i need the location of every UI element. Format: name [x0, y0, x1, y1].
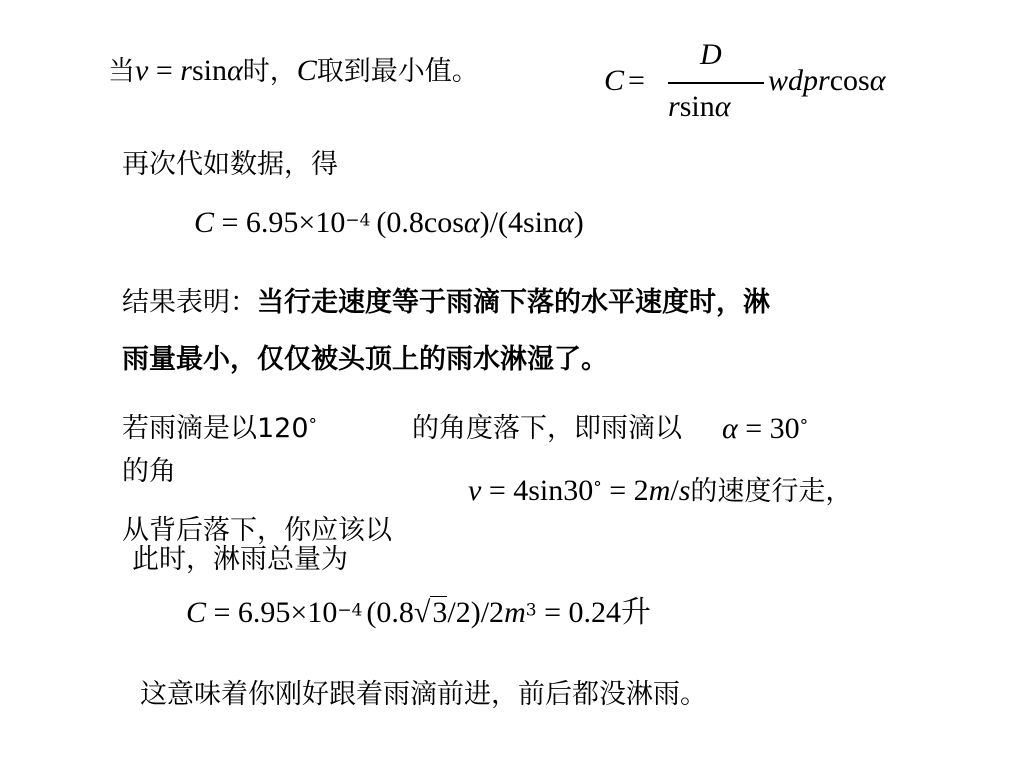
var-alpha: α	[226, 54, 243, 87]
angle-line1	[122, 415, 317, 442]
fraction-bar	[668, 82, 764, 84]
text-suffix: 取到最小值。	[316, 56, 479, 87]
line1-condition	[108, 56, 479, 86]
var-alpha: α	[557, 206, 574, 239]
exponent: −4	[337, 600, 363, 621]
var-alpha: α	[869, 64, 886, 97]
speed-suffix: 的速度行走，	[690, 476, 853, 507]
var-alpha: α	[463, 206, 480, 239]
angle-text1: 若雨滴是以120	[122, 413, 309, 444]
sqrt-icon: √	[413, 596, 431, 629]
unit-m: m	[648, 474, 671, 507]
formula3-part: (0.8	[366, 596, 414, 629]
result-label: 结果表明：	[122, 287, 257, 318]
var-alpha: α	[714, 90, 731, 123]
result-line1	[122, 289, 770, 316]
numerator-D: D	[700, 38, 722, 71]
formula2	[194, 208, 584, 238]
unit-m: m	[504, 596, 526, 629]
conclusion: 这意味着你刚好跟着雨滴前进，前后都没淋雨。	[140, 679, 707, 710]
var-C: C	[186, 596, 207, 629]
degree-symbol: °	[799, 416, 809, 437]
slash: /	[670, 474, 679, 507]
func-sin: sin	[679, 90, 715, 123]
func-cos: cos	[829, 64, 870, 97]
text-prefix: 当	[108, 56, 135, 87]
formula2-mid: )/(4sin	[479, 206, 558, 239]
formula1-rest	[768, 66, 885, 96]
var-C: C	[604, 64, 625, 97]
result-line2: 雨量最小，仅仅被头顶上的雨水淋湿了。	[122, 344, 608, 375]
text-time: 时，	[242, 56, 297, 87]
formula2-body: = 6.95×10	[214, 206, 346, 239]
formula2-end: )	[573, 206, 584, 239]
line2-substitute: 再次代如数据，得	[122, 149, 338, 180]
formula2-rest: (0.8cos	[376, 206, 464, 239]
unit-s: s	[678, 474, 691, 507]
alpha-eq-30	[722, 414, 808, 444]
sqrt-argument: 3	[432, 596, 448, 629]
formula3-body: = 6.95×10	[206, 596, 338, 629]
var-alpha: α	[722, 412, 738, 445]
angle-line4: 此时，淋雨总量为	[132, 544, 348, 575]
var-v: v	[135, 54, 149, 87]
equals: =	[628, 64, 645, 97]
var-r: r	[180, 54, 192, 87]
exponent: −4	[345, 210, 371, 231]
speed-body: = 4sin30	[481, 474, 594, 507]
degree-symbol: °	[593, 478, 602, 499]
equals: =	[148, 54, 181, 87]
var-v: v	[468, 474, 482, 507]
var-C: C	[194, 206, 215, 239]
angle-line1-b	[412, 415, 682, 442]
formula3-result: = 0.24升	[536, 596, 651, 629]
angle-line3: 从背后落下，你应该以	[122, 515, 392, 546]
angle-line2: 的角	[122, 456, 176, 487]
denominator	[668, 92, 730, 122]
degree-symbol: °	[308, 415, 318, 436]
equals-30: = 30	[737, 412, 800, 445]
angle-text2: 的角度落下，即雨滴以	[412, 413, 682, 444]
var-r: r	[668, 90, 680, 123]
speed-formula	[468, 476, 852, 506]
cubic-exponent: 3	[525, 600, 537, 621]
vars-wdpr: wdpr	[768, 64, 830, 97]
formula3	[186, 596, 651, 629]
func-sin: sin	[191, 54, 227, 87]
var-C: C	[296, 54, 317, 87]
result-bold-text: 当行走速度等于雨滴下落的水平速度时，淋	[257, 287, 770, 318]
formula3-after-sqrt: /2)/2	[447, 596, 505, 629]
equals-2: = 2	[601, 474, 649, 507]
